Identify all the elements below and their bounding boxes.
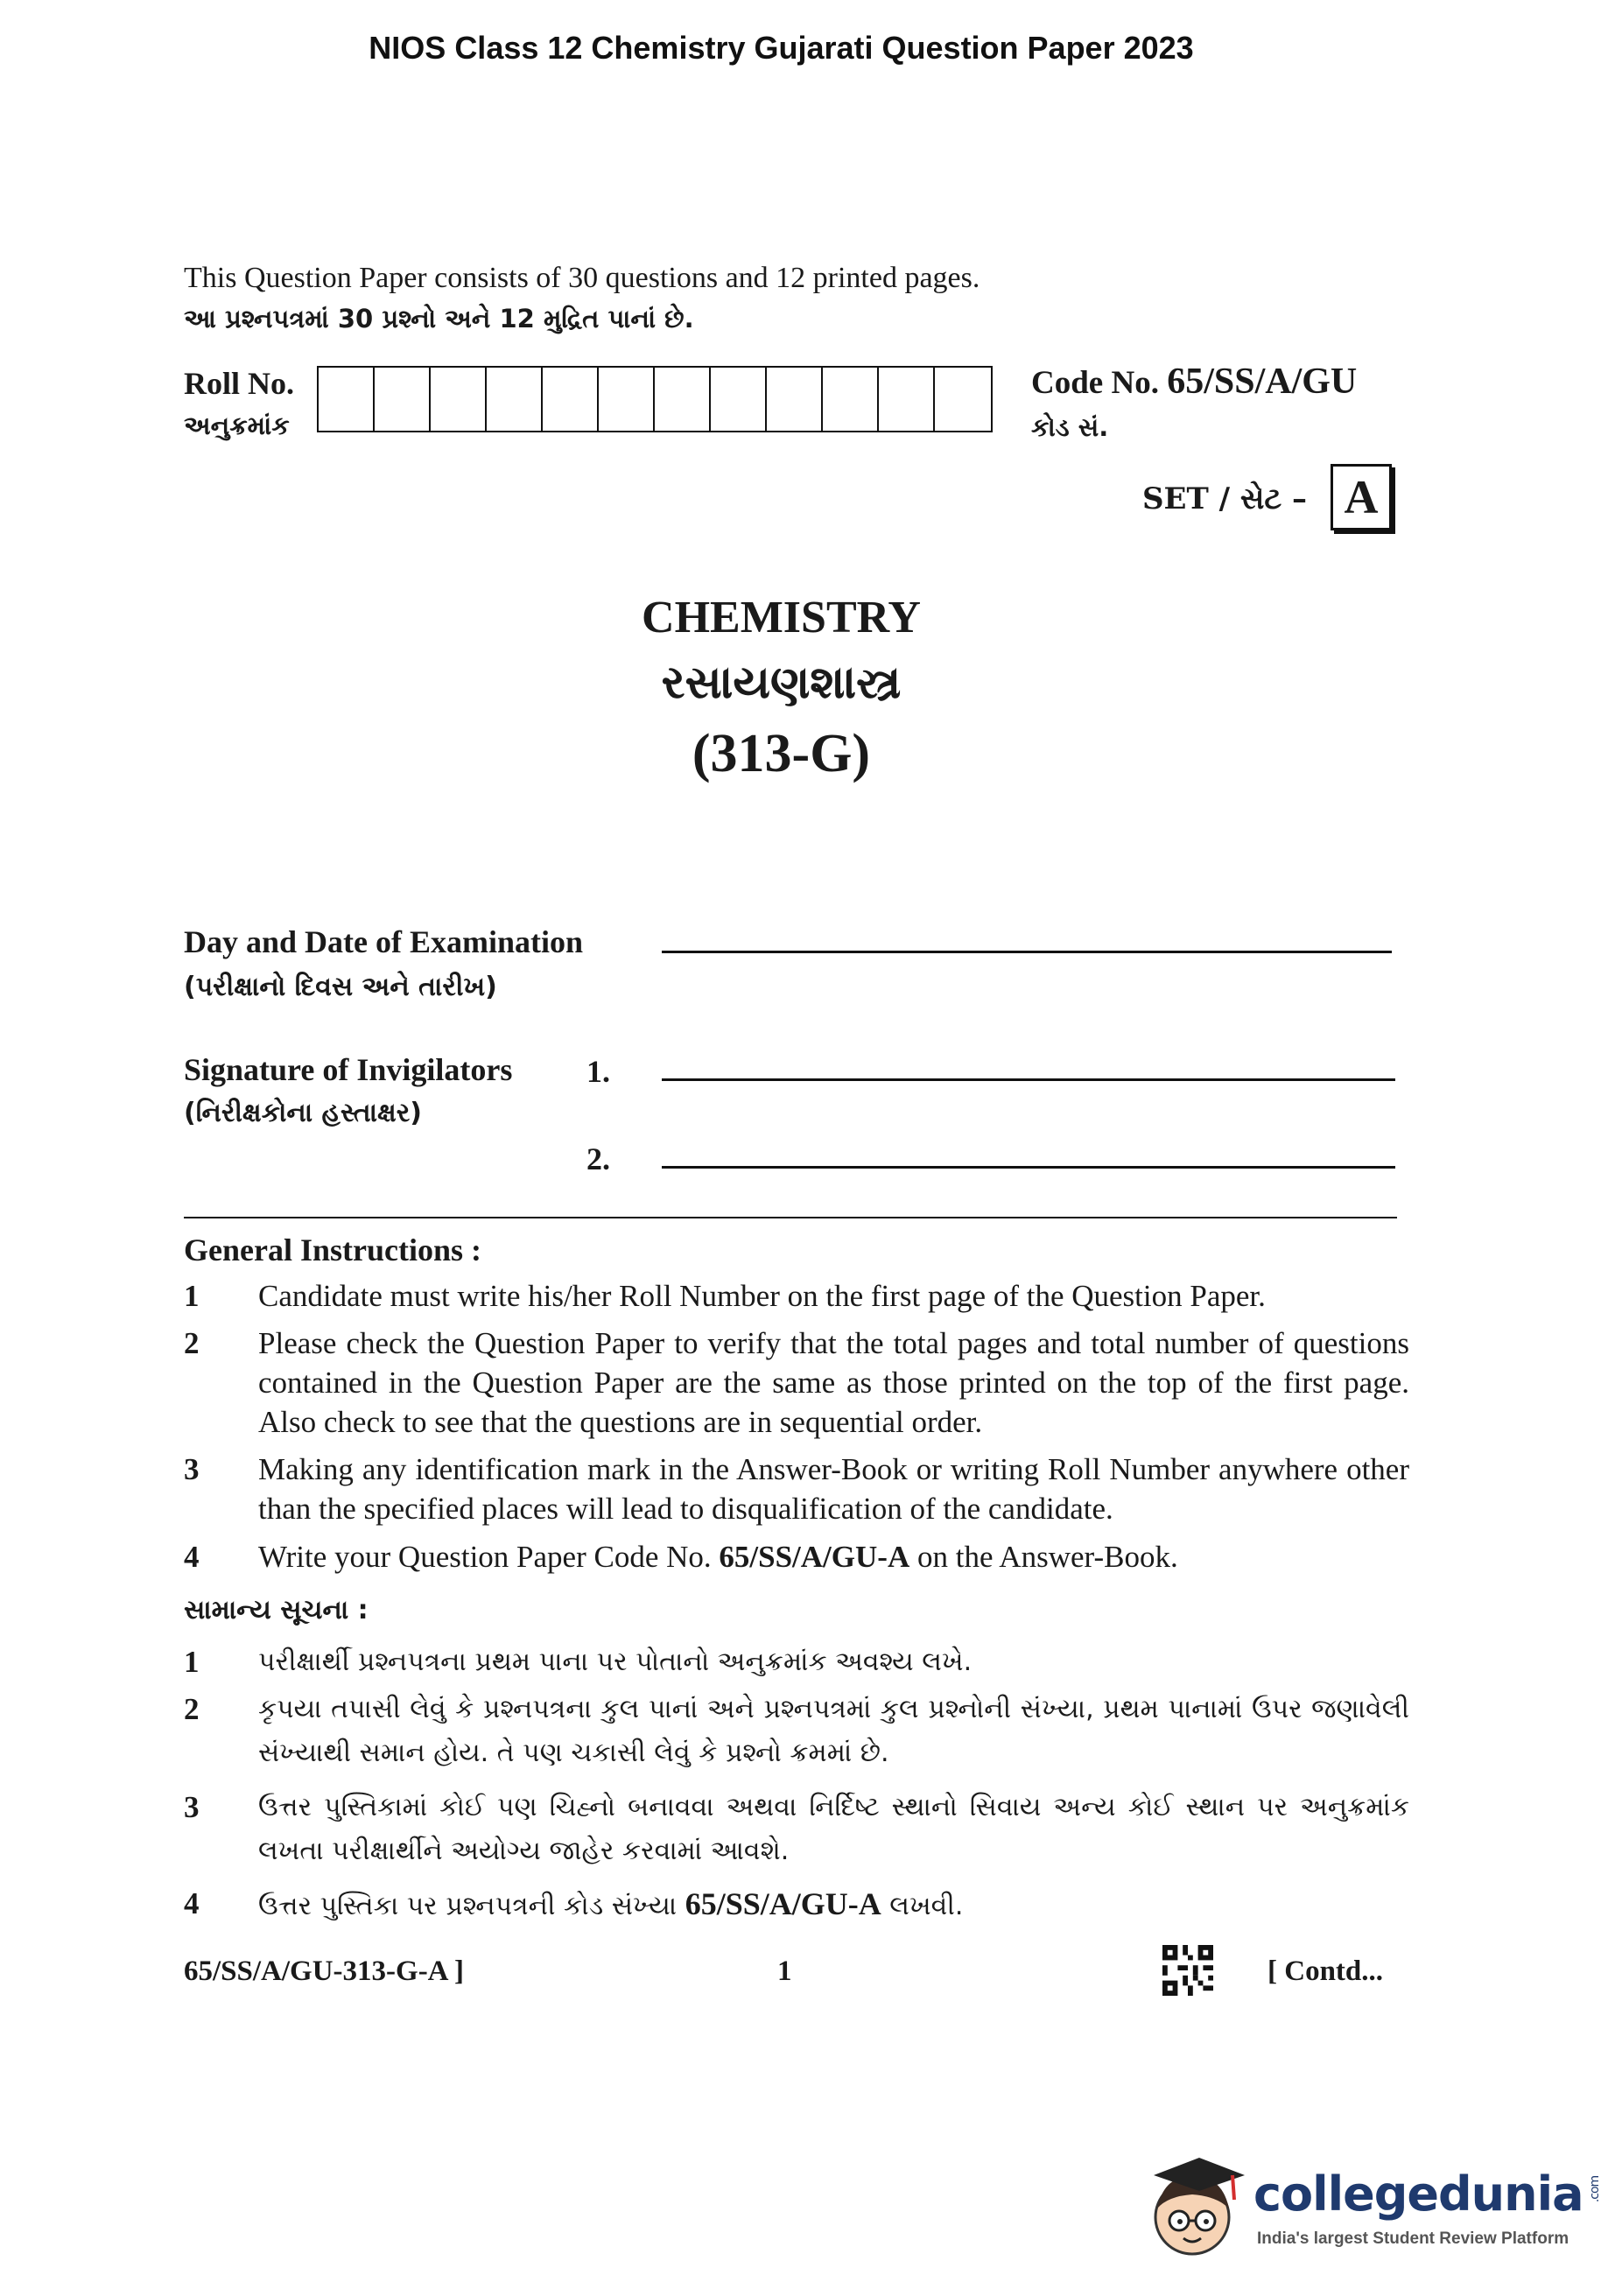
invigilators-label-gujarati: (નિરીક્ષકોના હસ્તાક્ષર) <box>184 1098 422 1128</box>
invigilators-label: Signature of Invigilators <box>184 1052 513 1087</box>
logo-wordmark <box>1253 2166 1608 2222</box>
roll-digit-box[interactable] <box>375 368 431 431</box>
roll-number-boxes[interactable] <box>317 366 993 432</box>
set-value-box: A <box>1331 464 1392 530</box>
roll-digit-box[interactable] <box>767 368 823 431</box>
signature-number-1: 1. <box>586 1054 610 1089</box>
instruction-item <box>184 1537 1409 1576</box>
signature-fill-line-1[interactable] <box>662 1078 1395 1081</box>
code-number <box>1031 362 1357 403</box>
instruction-text-part: Write your Question Paper Code No. <box>258 1540 720 1574</box>
code-number-label-gujarati: કોડ સં. <box>1031 412 1109 442</box>
instruction-text: Making any identification mark in the Answer-Book or writing Roll Number anywhere other than the specified places will lead to disqualification of the candidate. <box>258 1452 1409 1526</box>
subject-title-english: CHEMISTRY <box>642 593 921 642</box>
instruction-text-part: લખવી. <box>881 1891 964 1921</box>
roll-digit-box[interactable] <box>879 368 935 431</box>
instruction-number: 1 <box>184 1279 200 1313</box>
exam-date-fill-line[interactable] <box>662 951 1392 953</box>
instruction-text-part: ઉત્તર પુસ્તિકા પર પ્રશ્નપત્રની કોડ સંખ્યા <box>258 1891 685 1921</box>
pages-info-english: This Question Paper consists of 30 questions and 12 printed pages. <box>184 262 980 294</box>
instruction-item-gujarati <box>184 1640 1409 1684</box>
document-banner-title: NIOS Class 12 Chemistry Gujarati Question Paper 2023 <box>369 30 1194 66</box>
continued-label: [ Contd... <box>1267 1955 1384 1987</box>
roll-digit-box[interactable] <box>935 368 991 431</box>
set-label: SET / સેટ – <box>1142 481 1308 516</box>
roll-digit-box[interactable] <box>543 368 599 431</box>
roll-digit-box[interactable] <box>319 368 375 431</box>
instruction-item-gujarati <box>184 1882 1409 1928</box>
instruction-text: ઉત્તર પુસ્તિકામાં કોઈ પણ ચિહ્નો બનાવવા અથવા નિર્દિષ્ટ સ્થાનો સિવાય અન્ય કોઈ સ્થાન પર અનુક્રમાંક લખતા પરીક્ષાર્થીને અયોગ્ય જાહેર કરવામાં આવશે. <box>258 1792 1409 1866</box>
roll-digit-box[interactable] <box>655 368 711 431</box>
section-divider <box>184 1217 1397 1218</box>
instruction-text-part: on the Answer-Book. <box>909 1540 1178 1574</box>
instruction-number: 4 <box>184 1886 200 1920</box>
footer-paper-code: 65/SS/A/GU-313-G-A ] <box>184 1955 464 1987</box>
qr-code-icon <box>1162 1945 1213 1996</box>
roll-digit-box[interactable] <box>487 368 543 431</box>
collegedunia-logo <box>1138 2140 1602 2271</box>
student-mascot-icon <box>1138 2140 1252 2271</box>
instruction-text: પરીક્ષાર્થી પ્રશ્નપત્રના પ્રથમ પાના પર પોતાનો અનુક્રમાંક અવશ્ય લખે. <box>258 1647 973 1677</box>
instruction-number: 3 <box>184 1452 200 1486</box>
signature-fill-line-2[interactable] <box>662 1166 1395 1169</box>
page-number: 1 <box>777 1955 792 1987</box>
instruction-text <box>258 1537 1409 1576</box>
instruction-text <box>258 1882 1409 1928</box>
instruction-number: 4 <box>184 1540 200 1574</box>
answer-book-code: 65/SS/A/GU-A <box>685 1886 881 1921</box>
roll-digit-box[interactable] <box>599 368 655 431</box>
general-instructions-heading: General Instructions : <box>184 1232 481 1267</box>
exam-date-label-gujarati: (પરીક્ષાનો દિવસ અને તારીખ) <box>184 972 497 1002</box>
general-instructions-heading-gujarati: સામાન્ય સૂચના : <box>184 1595 369 1625</box>
subject-code: (313-G) <box>692 724 871 783</box>
instruction-text: કૃપયા તપાસી લેવું કે પ્રશ્નપત્રના કુલ પાનાં અને પ્રશ્નપત્રમાં કુલ પ્રશ્નોની સંખ્યા, પ્રથમ પાનામાં ઉપર જણાવેલી સંખ્યાથી સમાન હોય. તે પણ ચકાસી લેવું કે પ્રશ્નો ક્રમમાં છે. <box>258 1694 1409 1768</box>
roll-number-label: Roll No. <box>184 366 294 401</box>
roll-number-label-gujarati: અનુક્રમાંક <box>184 411 290 440</box>
roll-digit-box[interactable] <box>823 368 879 431</box>
instruction-text: Please check the Question Paper to verify that the total pages and total number of questions contained in the Question Paper are the same as those printed on the top of the first page. Also check to see that the questions are in sequential order. <box>258 1326 1409 1439</box>
instruction-item <box>184 1450 1409 1528</box>
pages-info-gujarati: આ પ્રશ્નપત્રમાં 30 પ્રશ્નો અને 12 મુદ્રિત પાનાં છે. <box>184 304 694 334</box>
code-number-label: Code No. <box>1031 365 1159 401</box>
instruction-item <box>184 1324 1409 1442</box>
signature-number-2: 2. <box>586 1141 610 1176</box>
instruction-item <box>184 1276 1409 1316</box>
instruction-item-gujarati <box>184 1688 1409 1775</box>
answer-book-code: 65/SS/A/GU-A <box>719 1540 910 1574</box>
roll-digit-box[interactable] <box>431 368 487 431</box>
roll-digit-box[interactable] <box>711 368 767 431</box>
instruction-number: 3 <box>184 1790 200 1824</box>
instruction-number: 1 <box>184 1645 200 1679</box>
instruction-number: 2 <box>184 1692 200 1726</box>
instruction-number: 2 <box>184 1326 200 1360</box>
logo-tld: .com <box>1587 2175 1602 2203</box>
subject-title-gujarati: રસાયણશાસ્ત્ર <box>661 657 902 709</box>
logo-name: collegedunia <box>1253 2166 1583 2222</box>
code-number-value: 65/SS/A/GU <box>1167 362 1358 402</box>
logo-tagline: India's largest Student Review Platform <box>1257 2229 1569 2248</box>
exam-date-label: Day and Date of Examination <box>184 924 584 959</box>
instruction-text: Candidate must write his/her Roll Number on the first page of the Question Paper. <box>258 1279 1266 1313</box>
instruction-item-gujarati <box>184 1786 1409 1873</box>
